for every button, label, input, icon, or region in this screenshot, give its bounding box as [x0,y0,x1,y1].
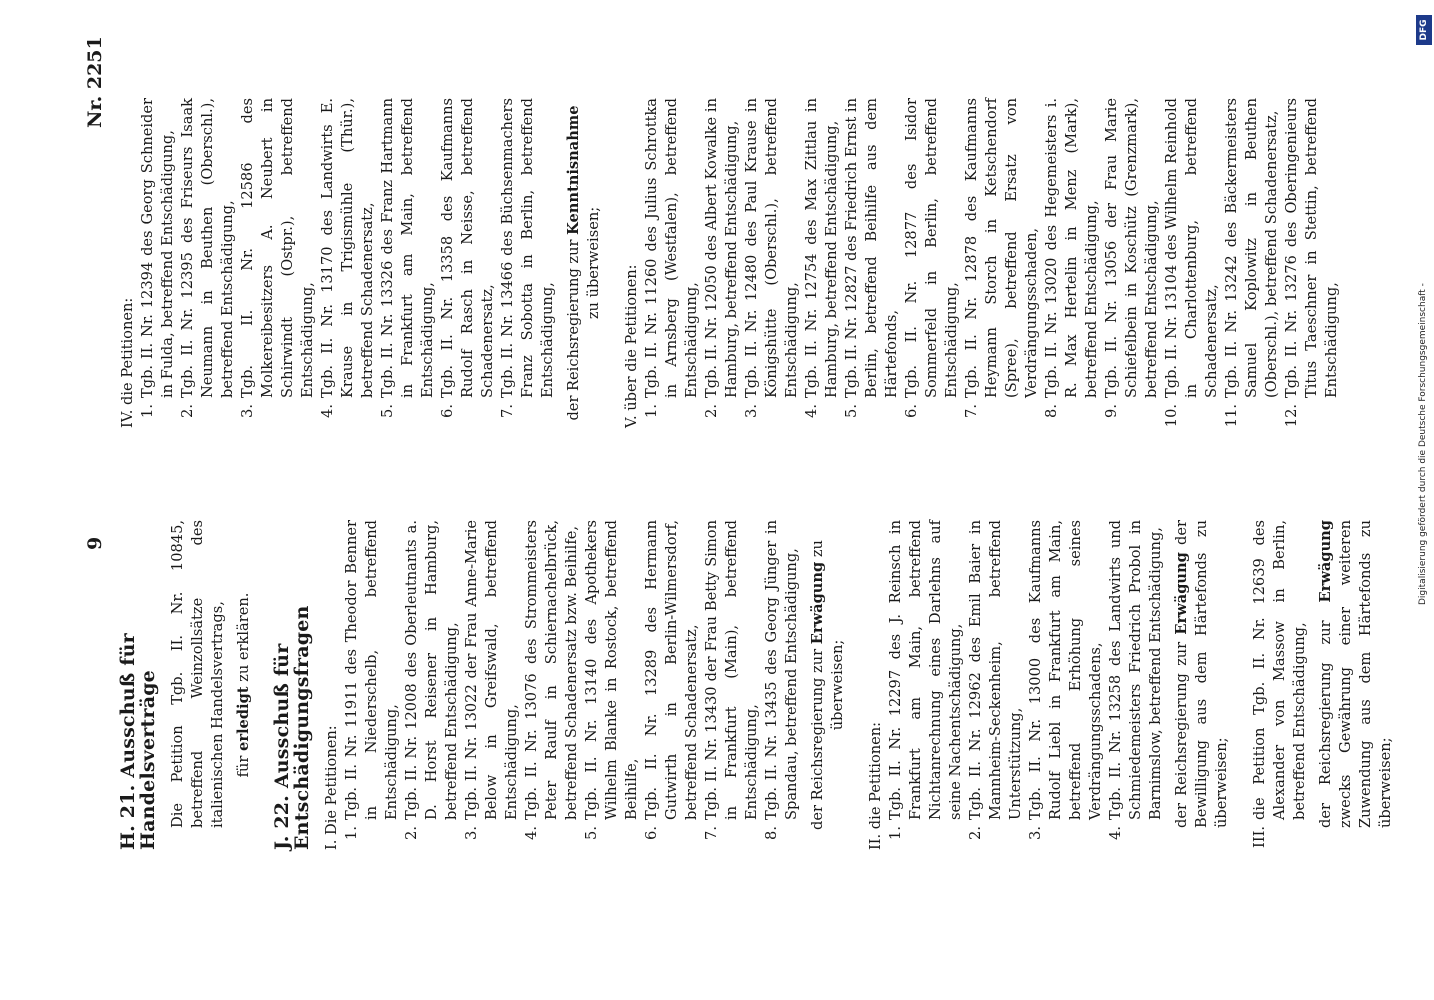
item-text: Tgb. II. Nr. 13358 des Kaufmanns Rudolf Rasch in Neisse, betreffend Schadenersatz, [439,98,496,398]
list-item [962,98,1042,428]
item-text: Tgb. II. Nr. 13020 des Hegemeisters i. R. Max Hertelin in Menz (Mark), betreffend Entschädigung, [1043,98,1100,398]
list-item [742,98,802,428]
item-text: Tgb. II. Nr. 12754 des Max Zittlau in Hamburg, betreffend Entschädigung, [803,98,840,398]
item-number: 3. [239,404,256,418]
item-text: Tgb. II. Nr. 12827 des Friedrich Ernst in Berlin, betreffend Beihilfe aus dem Härtefonds, [843,98,900,398]
item-number: 2. [703,404,720,418]
list-item [842,98,902,428]
item-text: Tgb. II. Nr. 13076 des Strommeisters Peter Raulf in Schiernachelbrück, betreffend Schadenersatz bzw. Beihilfe, [523,520,580,820]
h-result-pre: für [235,750,252,778]
item-number: 4. [1107,826,1124,840]
section-heading-j: J. 22. Ausschuß für Entschädigungsfragen [271,605,313,850]
list-item [1042,98,1102,428]
list-item [582,520,642,850]
j-section-II-title: II. die Petitionen: [867,721,884,850]
item-number: 1. [643,404,660,418]
list-item [966,520,1026,850]
result-bold: Erwägung [1317,520,1334,603]
result-post: zwecks Gewährung einer weiteren Zuwendung aus dem Härtefonds zu überweisen; [1337,520,1394,828]
item-number: 12. [1283,404,1300,428]
h-result [234,520,254,850]
item-number: 2. [179,404,196,418]
item-text: Tgb. II. Nr. 12395 des Friseurs Isaak Neumann in Beuthen (Oberschl.), betreffend Entschädigung, [179,98,236,398]
j-section-I-result [808,520,848,850]
section-V-title: V. über die Petitionen: [623,264,640,428]
item-text: Tgb. II. Nr. 12877 des Isidor Sommerfeld in Berlin, betreffend Entschädigung, [903,98,960,398]
item-number: 7. [499,404,516,418]
list-item [1106,520,1166,850]
list-item [138,98,178,428]
list-item [318,98,378,428]
item-text: Tgb. II. Nr. 13466 des Büchsenmachers Franz Sobotta in Berlin, betreffend Entschädigung, [499,98,556,398]
item-number: 2. [403,826,420,840]
item-text: Tgb. II. Nr. 13170 des Landwirts E. Krause in Trigismühle (Thür.), betreffend Schadenersatz, [319,98,376,398]
list-item [886,520,966,850]
list-item [342,520,402,850]
item-text: Tgb. II. Nr. 13258 des Landwirts und Schmiedemeisters Friedrich Probol in Barnimslow, betreffend Entschädigung, [1107,520,1164,820]
item-text: Tgb. II. Nr. 13276 des Oberingenieurs Titus Taeschner in Stettin, betreffend Entschädigung, [1283,98,1340,398]
list-item [1222,98,1282,428]
list-item [702,98,742,428]
item-text: Tgb. II. Nr. 11260 des Julius Schrottka in Arnsberg (Westfalen), betreffend Entschädigung, [643,98,700,398]
list-item [642,520,702,850]
result-pre: der Reichsregierung zur [565,234,582,421]
list-item [522,520,582,850]
dfg-logo: DFG [1416,15,1432,45]
result-bold: Erwägung [809,561,826,645]
item-number: 2. [967,826,984,840]
item-text: Tgb. II. Nr. 13289 des Hermann Gutwirth in Berlin-Wilmersdorf, betreffend Schadenersatz, [643,520,700,820]
item-text: Tgb. II. Nr. 12008 des Oberleutnants a. D. Horst Reisener in Hamburg, betreffend Entschädigung, [403,520,460,820]
item-text: Tgb. II. Nr. 12962 des Emil Baier in Mannheim-Seckenheim, betreffend Unterstützung, [967,520,1024,820]
item-text: Tgb. II. Nr. 12394 des Georg Schneider in Fulda, betreffend Entschädigung, [139,98,176,398]
page-number-left: 9 [84,536,106,550]
list-item [498,98,558,428]
result-pre: der Reichsregierung zur [809,644,826,830]
list-item [1102,98,1162,428]
j-section-III [1250,520,1310,850]
right-column [118,98,1342,428]
list-item [462,520,522,850]
item-number: 6. [903,404,920,418]
item-text: die Petition Tgb. II. Nr. 12639 des Alexander von Massow in Berlin, betreffend Entschädigung, [1251,520,1308,820]
result-pre: der Reichsregierung zur [1173,634,1190,828]
item-number: 8. [763,826,780,840]
item-number: 5. [843,404,860,418]
item-text: Tgb. II. Nr. 13022 der Frau Anne-Marie Below in Greifswald, betreffend Entschädigung, [463,520,520,820]
h-petition-text: Die Petition Tgb. II. Nr. 10845, betreffend Weinzollsätze des italienischen Handelsvertrags, [169,520,226,828]
result-bold: Erwägung [1173,552,1190,635]
section-IV-list [138,98,558,428]
item-text: Tgb. II. Nr. 13000 des Kaufmanns Rudolf Liebl in Frankfurt am Main, betreffend Erhöhung seines Verdrängungsschadens, [1027,520,1104,820]
list-item [402,520,462,850]
list-item [378,98,438,428]
item-number: 4. [319,404,336,418]
h-result-post: zu erklären. [235,592,252,687]
result-pre: der Reichsregierung zur [1317,602,1334,828]
item-number: 4. [523,826,540,840]
item-number: 5. [379,404,396,418]
list-item [642,98,702,428]
j-section-I-title: I. Die Petitionen: [323,725,340,850]
list-item [1282,98,1342,428]
j-section-II-list [886,520,1166,850]
item-number: 3. [743,404,760,418]
item-text: Tgb. II. Nr. 13056 der Frau Marie Schiefelbein in Koschütz (Grenzmark), betreffend Entschädigung, [1103,98,1160,398]
item-number: 1. [887,826,904,840]
item-number: 7. [703,826,720,840]
list-item [438,98,498,428]
section-IV-title: IV. die Petitionen: [119,297,136,428]
item-number: 6. [643,826,660,840]
item-number: 10. [1163,404,1180,428]
list-item [1162,98,1222,428]
list-item [702,520,762,850]
item-number: 5. [583,826,600,840]
digitization-credit: Digitalisierung gefördert durch die Deutsche Forschungsgemeinschaft - [1418,283,1428,605]
item-text: Tgb. II. Nr. 12586 des Molkereibesitzers A. Neubert in Schirwindt (Ostpr.), betreffend Entschädigung, [239,98,316,398]
list-item [762,520,802,850]
result-post: zu überweisen; [809,540,846,731]
item-number: 11. [1223,404,1240,428]
item-text: Tgb. II. Nr. 13326 des Franz Hartmann in Frankfurt am Main, betreffend Entschädigung, [379,98,436,398]
item-text: Tgb. II. Nr. 13430 der Frau Betty Simon in Frankfurt (Main), betreffend Entschädigung, [703,520,760,820]
item-text: Tgb. II. Nr. 13104 des Wilhelm Reinhold in Charlottenburg, betreffend Schadenersatz, [1163,98,1220,398]
item-text: Tgb. II. Nr. 12297 des J. Reinsch in Frankfurt am Main, betreffend Nichtanrechnung eines Darlehns auf seine Nachentschädigung, [887,520,964,820]
section-IV-result [564,98,604,428]
item-text: Tgb. II. Nr. 13242 des Bäckermeisters Samuel Koplowitz in Beuthen (Oberschl.), betreffend Schadenersatz, [1223,98,1280,398]
list-item [178,98,238,428]
list-item [1026,520,1106,850]
item-number: III. [1251,826,1268,848]
item-number: 1. [139,404,156,418]
item-number: 3. [463,826,480,840]
item-number: 7. [963,404,980,418]
j-section-II-result [1172,520,1232,850]
item-number: 8. [1043,404,1060,418]
item-text: Tgb. II. Nr. 12050 des Albert Kowalke in Hamburg, betreffend Entschädigung, [703,98,740,398]
section-heading-h: H. 21. Ausschuß für Handelsverträge [117,633,159,850]
item-number: 6. [439,404,456,418]
h-result-bold: erledigt [235,686,252,751]
list-item [902,98,962,428]
item-text: Tgb. II. Nr. 11911 des Theodor Benner in Niederschelb, betreffend Entschädigung, [343,520,400,820]
result-post: zu überweisen; [585,206,602,320]
list-item [238,98,318,428]
item-text: Tgb. II. Nr. 13435 des Georg Jünger in Spandau, betreffend Entschädigung, [763,520,800,820]
result-bold: Kenntnisnahme [565,105,582,235]
list-item [802,98,842,428]
section-V-list [642,98,1342,428]
item-number: 1. [343,826,360,840]
item-text: Tgb. II. Nr. 13140 des Apothekers Wilhelm Blanke in Rostock, betreffend Beihilfe, [583,520,640,820]
item-number: 3. [1027,826,1044,840]
left-column [118,520,1396,850]
j-section-I-list [342,520,802,850]
j-section-III-result [1316,520,1396,850]
item-number: 9. [1103,404,1120,418]
item-text: Tgb. II. Nr. 12878 des Kaufmanns Heymann Storch in Ketschendorf (Spree), betreffend Ersatz von Verdrängungsschaden, [963,98,1040,398]
result-post: der Bewilligung aus dem Härtefonds zu überweisen; [1173,519,1230,828]
item-text: Tgb. II. Nr. 12480 des Paul Krause in Königshütte (Oberschl.), betreffend Entschädigung, [743,98,800,398]
page-number-right: Nr. 2251 [84,36,106,128]
item-number: 4. [803,404,820,418]
